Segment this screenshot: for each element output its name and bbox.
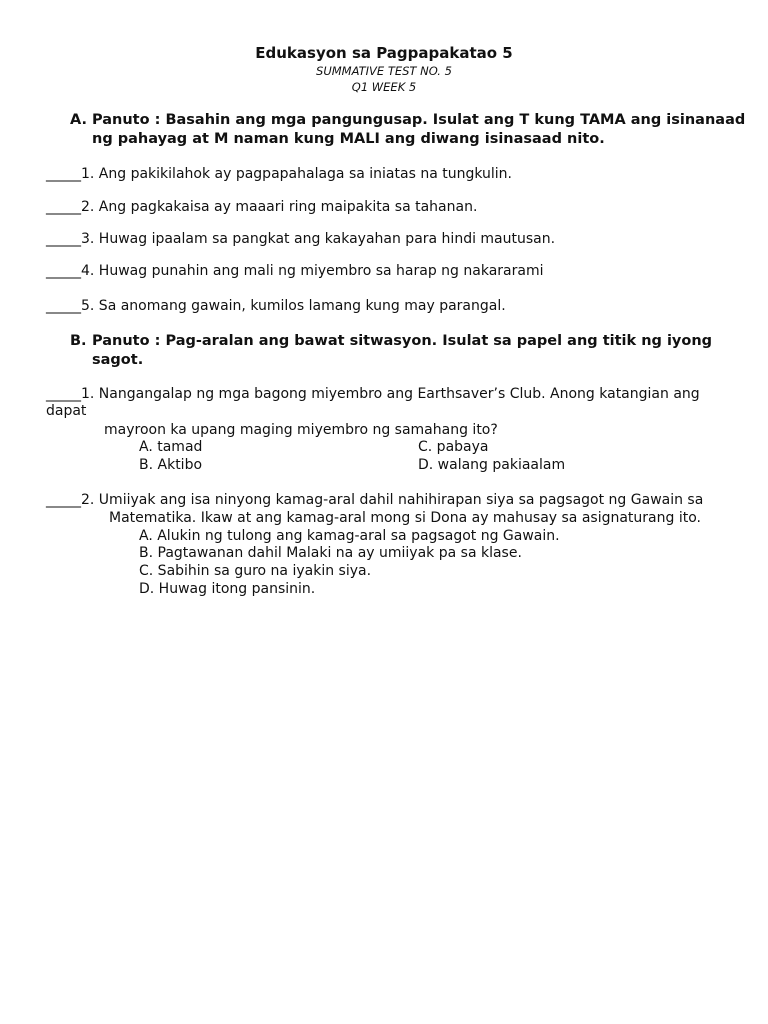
part-b-letter: B. <box>70 333 87 349</box>
test-subtitle: SUMMATIVE TEST NO. 5 <box>316 64 452 78</box>
part-b-instruction-line1: Panuto : Pag-aralan ang bawat sitwasyon. Isulat sa papel ang titik ng iyong <box>92 333 713 349</box>
part-a-item-3: _____3. Huwag ipaalam sa pangkat ang kakayahan para hindi mautusan. <box>46 231 556 247</box>
part-a-item-4: _____4. Huwag punahin ang mali ng miyembro sa harap ng nakararami <box>46 263 544 279</box>
part-a-letter: A. <box>70 112 87 128</box>
question-2-choice-a: A. Alukin ng tulong ang kamag-aral sa pagsagot ng Gawain. <box>139 528 560 544</box>
part-b-instruction-line2: sagot. <box>92 352 144 368</box>
question-1-choice-a: A. tamad <box>139 439 203 455</box>
question-1-choice-b: B. Aktibo <box>139 457 203 473</box>
part-a-instruction-line2: ng pahayag at M naman kung MALI ang diwang isinasaad nito. <box>92 131 605 147</box>
question-1-choice-c: C. pabaya <box>418 439 489 455</box>
question-1-line1: _____1. Nangangalap ng mga bagong miyembro ang Earthsaver’s Club. Anong katangian ang <box>46 386 700 402</box>
page-title: Edukasyon sa Pagpapakatao 5 <box>255 44 513 62</box>
question-2-line2: Matematika. Ikaw at ang kamag-aral mong si Dona ay mahusay sa asignaturang ito. <box>109 510 701 526</box>
question-2-choice-b: B. Pagtawanan dahil Malaki na ay umiiyak pa sa klase. <box>139 545 522 561</box>
question-1-line3: mayroon ka upang maging miyembro ng samahang ito? <box>104 422 498 438</box>
question-2-line1: _____2. Umiiyak ang isa ninyong kamag-aral dahil nahihirapan siya sa pagsagot ng Gawain sa <box>46 492 704 508</box>
part-a-item-1: _____1. Ang pakikilahok ay pagpapahalaga sa iniatas na tungkulin. <box>46 166 512 182</box>
question-1-choice-d: D. walang pakiaalam <box>418 457 566 473</box>
part-a-item-2: _____2. Ang pagkakaisa ay maaari ring maipakita sa tahanan. <box>46 199 478 215</box>
question-1-line2: dapat <box>46 403 87 419</box>
quarter-week: Q1 WEEK 5 <box>351 80 417 94</box>
question-2-choice-d: D. Huwag itong pansinin. <box>139 581 316 597</box>
part-a-item-5: _____5. Sa anomang gawain, kumilos lamang kung may parangal. <box>46 298 506 314</box>
part-a-instruction-line1: Panuto : Basahin ang mga pangungusap. Isulat ang T kung TAMA ang isinanaad <box>92 112 746 128</box>
question-2-choice-c: C. Sabihin sa guro na iyakin siya. <box>139 563 372 579</box>
